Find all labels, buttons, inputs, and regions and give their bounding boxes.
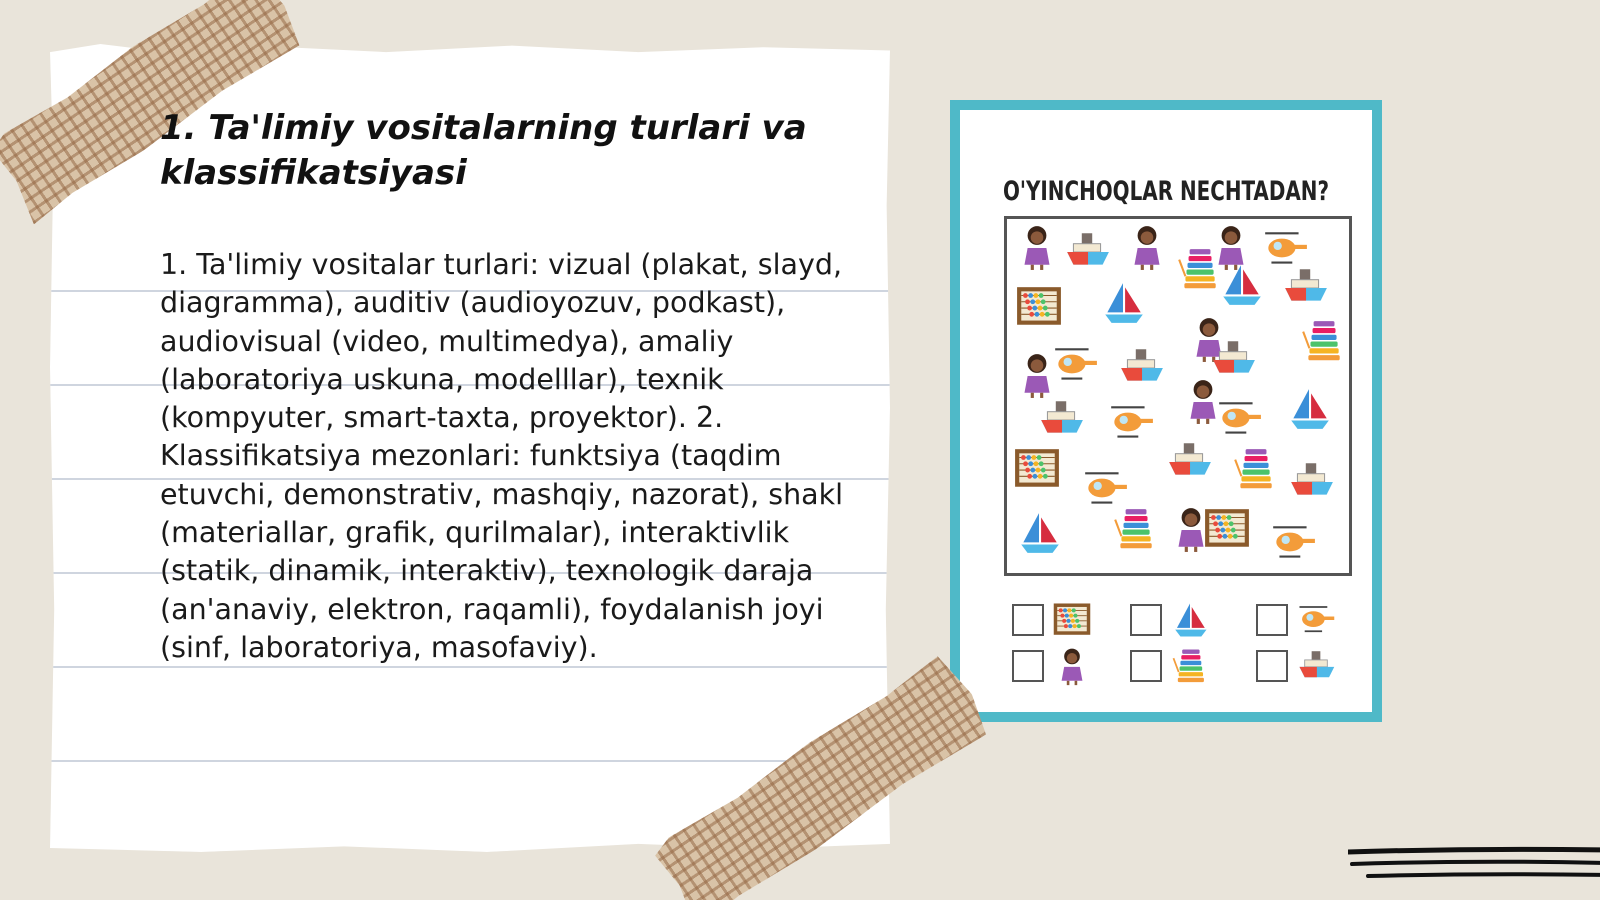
xylophone-icon (1170, 646, 1210, 686)
answer-box[interactable] (1012, 604, 1044, 636)
ship-icon (1037, 395, 1085, 443)
doll-icon (1013, 351, 1061, 399)
helicopter-icon (1215, 395, 1263, 443)
ship-icon (1287, 457, 1335, 505)
answer-box[interactable] (1256, 650, 1288, 682)
slide-title: 1. Ta'limiy vositalarning turlari va klassifikatsiyasi (160, 108, 807, 193)
ship-icon (1281, 263, 1329, 311)
abacus-icon (1013, 445, 1061, 493)
ship-icon (1209, 335, 1257, 383)
ship-icon (1117, 343, 1165, 391)
toy-picture-grid (1004, 216, 1352, 576)
helicopter-icon (1296, 600, 1336, 640)
paper-rule (50, 760, 890, 762)
sailboat-icon (1170, 600, 1210, 640)
sailboat-icon (1217, 261, 1265, 309)
abacus-icon (1203, 505, 1251, 553)
checklist-item (1130, 600, 1220, 640)
ship-icon (1296, 646, 1336, 686)
sailboat-icon (1099, 279, 1147, 327)
answer-box[interactable] (1256, 604, 1288, 636)
helicopter-icon (1107, 399, 1155, 447)
answer-box[interactable] (1130, 650, 1162, 682)
checklist-item (1256, 600, 1346, 640)
xylophone-icon (1231, 445, 1279, 493)
decorative-brush-strokes (1348, 846, 1600, 886)
doll-icon (1052, 646, 1092, 686)
xylophone-icon (1299, 317, 1347, 365)
helicopter-icon (1269, 519, 1317, 567)
answer-box[interactable] (1012, 650, 1044, 682)
answer-box[interactable] (1130, 604, 1162, 636)
checklist-item (1012, 646, 1102, 686)
slide-body-text: 1. Ta'limiy vositalar turlari: vizual (plakat, slayd, diagramma), auditiv (audioyozuv, podkast), audiovisual (video, multimedya), amaliy (laboratoriya uskuna, modelllar), texnik (kompyuter, smart-taxta, proyektor). 2. Klassifikatsiya mezonlari: funktsiya (taqdim etuvchi, demonstrativ, mashqiy, nazorat), shakl (materiallar, grafik, qurilmalar), interaktivlik (statik, dinamik, interaktiv), texnologik daraja (an'anaviy, elektron, raqamli), foydalanish joyi (sinf, laboratoriya, masofaviy). (160, 248, 844, 664)
checklist-item (1130, 646, 1220, 686)
abacus-icon (1015, 283, 1063, 331)
checklist-item (1012, 600, 1102, 640)
abacus-icon (1052, 600, 1092, 640)
ship-icon (1165, 437, 1213, 485)
sailboat-icon (1285, 385, 1333, 433)
sailboat-icon (1015, 509, 1063, 557)
doll-icon (1123, 223, 1171, 271)
checklist-item (1256, 646, 1346, 686)
toy-counting-worksheet (950, 100, 1382, 722)
xylophone-icon (1111, 505, 1159, 553)
doll-icon (1013, 223, 1061, 271)
answer-checklist (1012, 600, 1352, 690)
ship-icon (1063, 227, 1111, 275)
worksheet-title: O'YINCHOQLAR NECHTADAN? (1002, 176, 1330, 207)
